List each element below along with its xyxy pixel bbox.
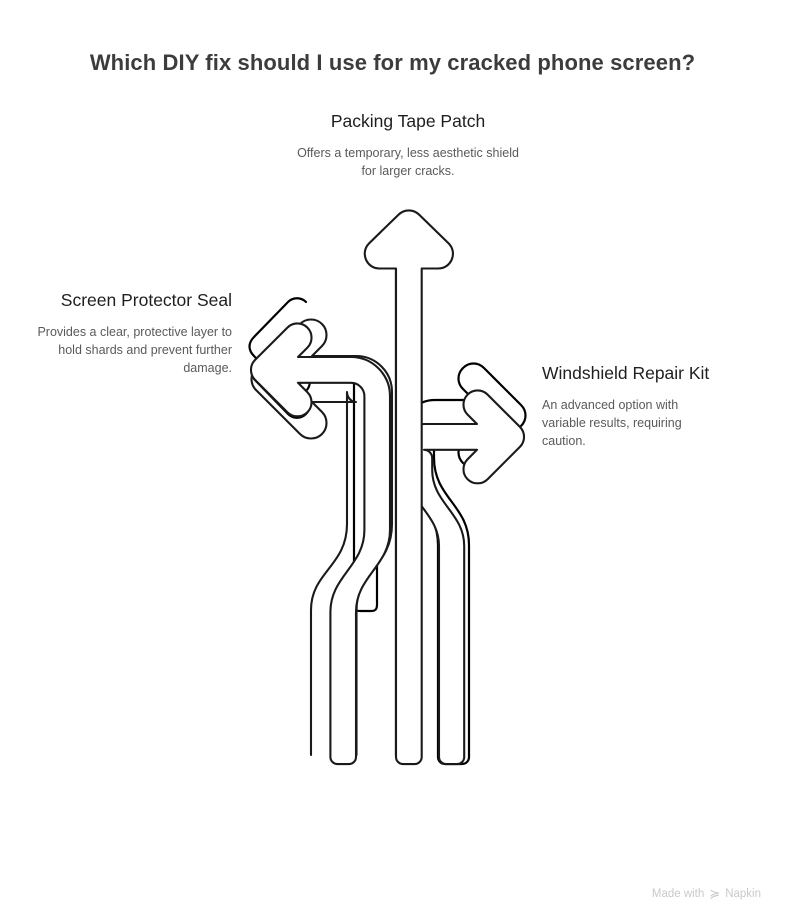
arrows-group [251,210,524,764]
arrow-up-outline [365,210,453,764]
branch-arrow-left-body [254,302,414,763]
arrow-left-outline [251,323,390,764]
node-top-title: Packing Tape Patch [330,111,486,131]
arrow-up [367,218,450,761]
page-title: Which DIY fix should I use for my cracked phone screen? [89,50,696,75]
node-top-description: Offers a temporary, less aesthetic shield for larger cracks. [297,146,519,178]
arrow-up-left-outline [247,336,418,765]
node-screen-protector-seal [18,288,232,377]
watermark-brand-text: Napkin [725,887,761,900]
arrow-right-final [438,430,473,755]
arrow-right [409,369,527,759]
arrow-left-arrow-outline [252,321,391,765]
napkin-watermark [652,887,761,900]
node-left-description: Provides a clear, protective layer to hold shards and prevent further damage. [37,325,232,375]
arrow-right-shape [419,402,526,759]
node-right-description: An advanced option with variable results, requiring caution. [542,398,682,448]
arrow-right-outline [407,390,524,764]
branch-arrow-left [252,320,393,756]
arrow-left-arrow [252,321,391,765]
branch-arrow-right-body [429,384,526,763]
arrow-up-arrow [366,217,450,764]
napkin-logo-icon: ≽ [709,886,721,901]
arrow-left [250,298,378,611]
node-right-title: Windshield Repair Kit [542,363,710,383]
arrow-right-arrow [403,364,526,765]
node-packing-tape-patch [293,109,523,180]
arrow-shape-right [430,394,524,763]
arrow-left-final [247,332,391,762]
node-left-title: Screen Protector Seal [60,290,232,310]
watermark-made-with-text: Made with [651,887,705,900]
node-windshield-repair-kit [542,361,722,450]
arrow-left-band [248,299,390,759]
